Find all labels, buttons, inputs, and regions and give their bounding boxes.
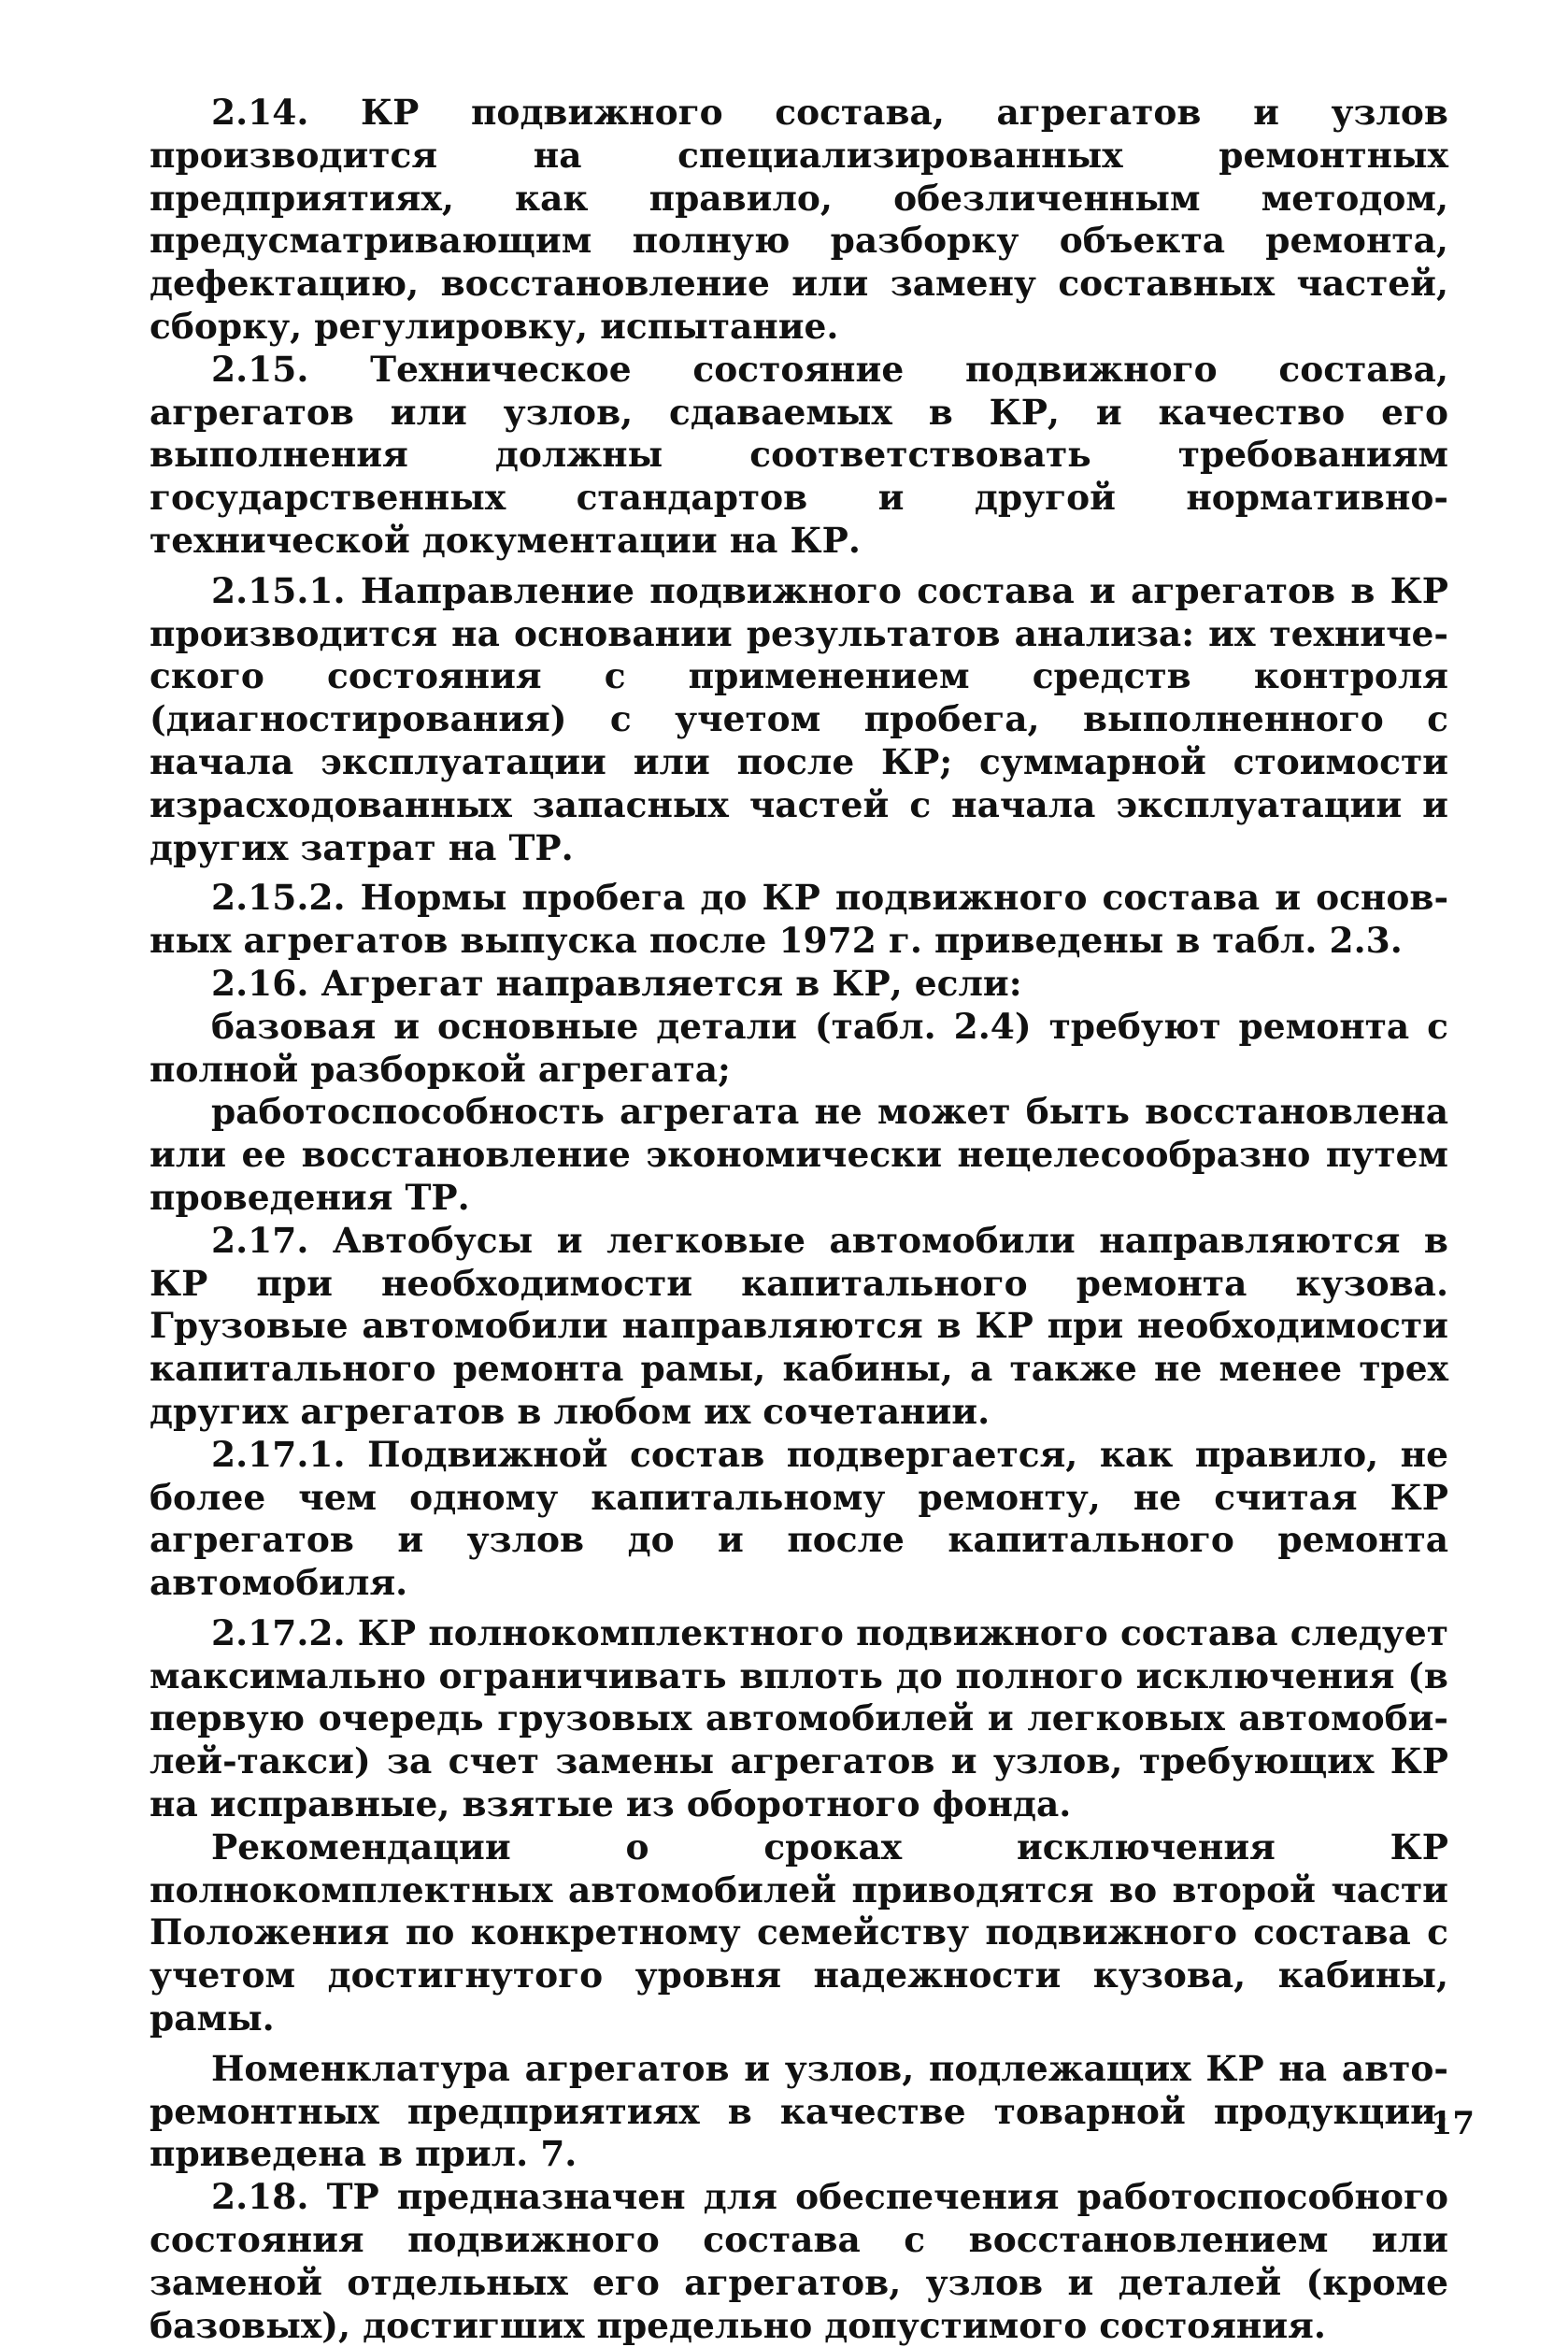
paragraph <box>150 2176 1448 2347</box>
clause-text: КР подвижного состава, агрегатов и узлов производится на специализированных ремонтных предприятиях, как правило, обезличенным методом, предусматривающим полную разборку объекта ремонта, дефектацию, восстановление или замену составных частей, сборку, регулировку, испытание. <box>150 92 1448 347</box>
clause-number: 2.16. <box>211 962 309 1004</box>
clause-text: Нормы пробега до КР подвижного состава и основных агрегатов выпуска после 1972 г. приведены в табл. 2.3. <box>150 877 1449 962</box>
clause-number: 2.17.2. <box>211 1611 346 1653</box>
paragraph <box>150 92 1448 349</box>
clause-text: Автобусы и легковые автомобили направляются в КР при необходимости капитального ремонта кузова. Грузовые автомобили направляются в КР при необходимости капитального ремонта рамы, кабины, а также не менее трех других агрегатов в любом их сочетании. <box>150 1219 1448 1432</box>
text-block <box>150 92 1448 2347</box>
clause-text: ТР предназначен для обеспечения работоспособного состояния подвижного состава с восстановлением или заменой отдельных его агрегатов, узлов и деталей (кроме базовых), достигших предельно допустимого состояния. <box>150 2176 1448 2346</box>
clause-number: 2.15.2. <box>211 877 346 919</box>
clause-number: 2.14. <box>211 92 309 133</box>
paragraph <box>150 1612 1448 1826</box>
paragraph <box>150 963 1448 1006</box>
paragraph <box>150 2048 1448 2176</box>
clause-text: Направление подвижного состава и агрегатов в КР производится на основании результатов анализа: их технического состояния с применением средств контроля (диагностирования) с учетом пробега, выполненного с начала эксплуатации или после КР; суммарной стоимости израсходованных запасных частей с начала эксплуатации и других затрат на ТР. <box>150 569 1448 868</box>
clause-number: 2.15.1. <box>211 569 346 611</box>
paragraph <box>150 1220 1448 1434</box>
paragraph <box>150 1006 1448 1092</box>
clause-text: Номенклатура агрегатов и узлов, подлежащих КР на авторемонтных предприятиях в качестве товарной продукции, приведена в прил. 7. <box>150 2047 1448 2175</box>
clause-number: 2.17. <box>211 1219 309 1261</box>
clause-text: работоспособность агрегата не может быть восстановлена или ее восстановление экономически нецелесообразно путем проведения ТР. <box>150 1091 1448 1218</box>
clause-text: Агрегат направляется в КР, если: <box>321 962 1022 1004</box>
paragraph <box>150 1434 1448 1605</box>
clause-number: 2.18. <box>211 2176 309 2218</box>
paragraph <box>150 1091 1448 1219</box>
clause-text: КР полнокомплектного подвижного состава следует максимально ограничивать вплоть до полного исключения (в первую очередь грузовых автомобилей и легковых автомобилей-такси) за счет замены агрегатов и узлов, требующих КР на исправные, взятые из оборотного фонда. <box>150 1611 1448 1825</box>
clause-number: 2.15. <box>211 348 309 390</box>
clause-text: Техническое состояние подвижного состава, агрегатов или узлов, сдаваемых в КР, и качество его выполнения должны соответствовать требованиям государственных стандартов и другой нормативно-технической документации на КР. <box>150 348 1448 561</box>
page-number: 17 <box>1430 2105 1475 2142</box>
paragraph <box>150 349 1448 563</box>
paragraph <box>150 877 1448 963</box>
clause-text: Подвижной состав подвергается, как правило, не более чем одному капитальному ремонту, не считая КР агрегатов и узлов до и после капитального ремонта автомобиля. <box>150 1433 1448 1604</box>
clause-number: 2.17.1. <box>211 1433 346 1475</box>
clause-text: Рекомендации о сроках исключения КР полнокомплектных автомобилей приводятся во второй части Положения по конкретному семейству подвижного состава с учетом достигнутого уровня надежности кузова, кабины, рамы. <box>150 1825 1448 2039</box>
clause-text: базовая и основные детали (табл. 2.4) требуют ремонта с полной разборкой агрегата; <box>150 1005 1448 1090</box>
paragraph <box>150 1826 1448 2040</box>
paragraph <box>150 570 1448 870</box>
